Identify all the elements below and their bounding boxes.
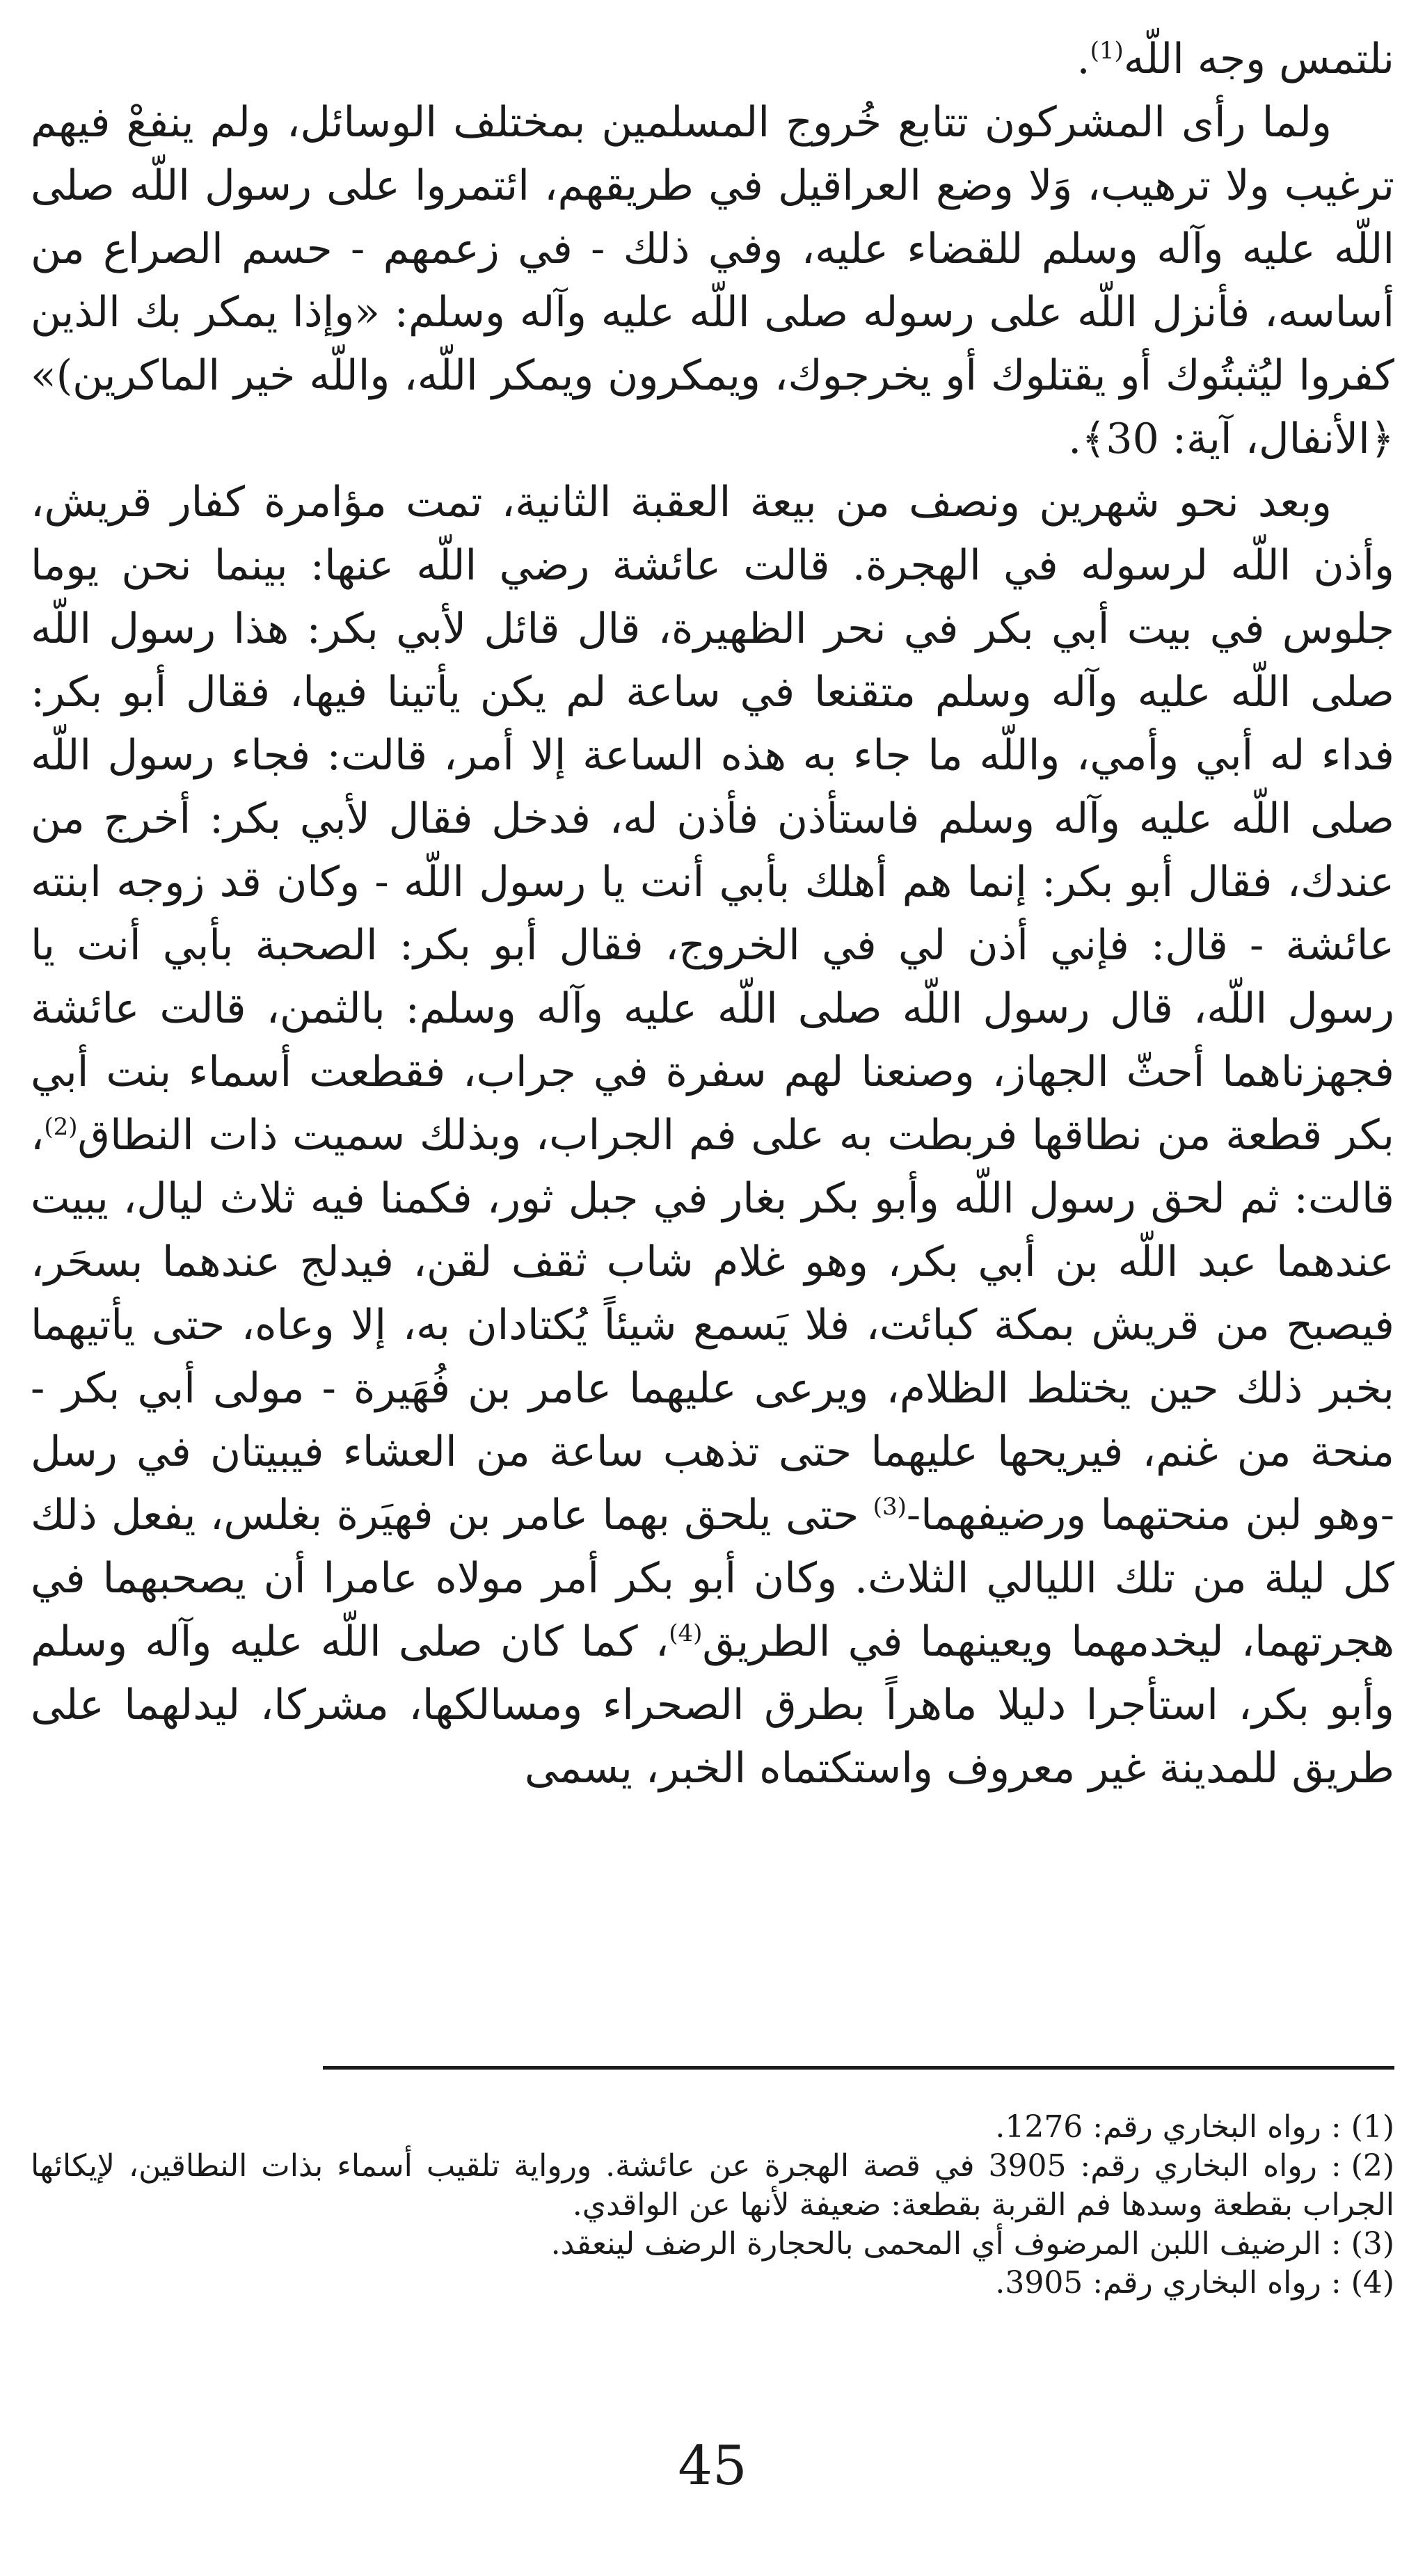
footnote-number: (3) xyxy=(1351,2226,1394,2262)
footnote-ref-3[interactable]: (3) xyxy=(873,1493,907,1521)
footnote-number: (2) xyxy=(1351,2148,1394,2184)
footnote-separator xyxy=(323,2066,1394,2070)
footnote-text: : رواه البخاري رقم: 3905 في قصة الهجرة عن عائشة. ورواية تلقيب أسماء بذات النطاقين، لإيكائها الجراب بقطعة وسدها فم القربة بقطعة: ضعيفة لأنها عن الواقدي. xyxy=(31,2148,1394,2223)
paragraph-3-part-d: ، كما كان صلى اللّه عليه وآله وسلم وأبو بكر، استأجرا دليلا ماهراً بطرق الصحراء ومسالكها، مشركا، ليدلهما على طريق للمدينة غير معروف واستكتماه الخبر، يسمى xyxy=(31,1617,1394,1793)
footnote-text: : الرضيف اللبن المرضوف أي المحمى بالحجارة الرضف لينعقد. xyxy=(550,2226,1342,2262)
footnote-3 xyxy=(31,2225,1394,2264)
paragraph-3-part-a: وبعد نحو شهرين ونصف من بيعة العقبة الثانية، تمت مؤامرة كفار قريش، وأذن اللّه لرسوله في الهجرة. قالت عائشة رضي اللّه عنها: بينما نحن يوما جلوس في بيت أبي بكر في نحر الظهيرة، قال قائل لأبي بكر: هذا رسول اللّه صلى اللّه عليه وآله وسلم متقنعا في ساعة لم يكن يأتينا فيها، فقال أبو بكر: فداء له أبي وأمي، واللّه ما جاء به هذه الساعة إلا أمر، قالت: فجاء رسول اللّه صلى اللّه عليه وآله وسلم فاستأذن فأذن له، فدخل فقال لأبي بكر: أخرج من عندك، فقال أبو بكر: إنما هم أهلك بأبي أنت يا رسول اللّه - وكان قد زوجه ابنته عائشة - قال: فإني أذن لي في الخروج، فقال أبو بكر: الصحبة بأبي أنت يا رسول اللّه، قال رسول اللّه صلى اللّه عليه وآله وسلم: بالثمن، قالت عائشة فجهزناهما أحثّ الجهاز، وصنعنا لهم سفرة في جراب، فقطعت أسماء بنت أبي بكر قطعة من نطاقها فربطت به على فم الجراب، وبذلك سميت ذات النطاق xyxy=(31,478,1395,1160)
footnote-ref-1[interactable]: (1) xyxy=(1090,37,1124,65)
footnote-number: (4) xyxy=(1351,2265,1394,2301)
footnote-text: : رواه البخاري رقم: 3905. xyxy=(995,2265,1342,2301)
document-page xyxy=(31,28,1394,2560)
page-number: 45 xyxy=(678,2435,747,2497)
paragraph-3-part-c: حتى يلحق بهما عامر بن فهيَرة بغلس، يفعل ذلك كل ليلة من تلك الليالي الثلاث. وكان أبو بكر أمر مولاه عامرا أن يصحبهما في هجرتهما، ليخدمهما ويعينهما في الطريق xyxy=(31,1491,1394,1666)
paragraph-1-end: . xyxy=(1076,35,1090,83)
footnote-4 xyxy=(31,2264,1394,2303)
footnote-text: : رواه البخاري رقم: 1276. xyxy=(995,2109,1342,2145)
footnotes xyxy=(31,2108,1394,2303)
footnote-2 xyxy=(31,2147,1394,2225)
footnote-ref-2[interactable]: (2) xyxy=(44,1113,78,1141)
paragraph-1-text: نلتمس وجه اللّه xyxy=(1123,35,1394,83)
main-text xyxy=(31,28,1394,1800)
paragraph-3-part-b: ، قالت: ثم لحق رسول اللّه وأبو بكر بغار في جبل ثور، فكمنا فيه ثلاث ليال، يبيت عندهما عبد اللّه بن أبي بكر، وهو غلام شاب ثقف لقن، فيدلج عندهما بسحَر، فيصبح من قريش بمكة كبائت، فلا يَسمع شيئاً يُكتادان به، إلا وعاه، حتى يأتيهما بخبر ذلك حين يختلط الظلام، ويرعى عليهما عامر بن فُهَيرة - مولى أبي بكر - منحة من غنم، فيريحها عليهما حتى تذهب ساعة من العشاء فيبيتان في رسل -وهو لبن منحتهما ورضيفهما- xyxy=(31,1111,1394,1539)
footnote-number: (1) xyxy=(1351,2109,1394,2145)
footnote-1 xyxy=(31,2108,1394,2147)
paragraph-1 xyxy=(31,28,1394,91)
paragraph-3 xyxy=(31,471,1394,1800)
paragraph-2: ولما رأى المشركون تتابع خُروج المسلمين بمختلف الوسائل، ولم ينفعْ فيهم ترغيب ولا ترهيب، وَلا وضع العراقيل في طريقهم، ائتمروا على رسول اللّه صلى اللّه عليه وآله وسلم للقضاء عليه، وفي ذلك - في زعمهم - حسم الصراع من أساسه، فأنزل اللّه على رسوله صلى اللّه عليه وآله وسلم: «وإذا يمكر بك الذين كفروا ليُثبتُوك أو يقتلوك أو يخرجوك، ويمكرون ويمكر اللّه، واللّه خير الماكرين)» ﴿الأنفال، آية: 30﴾. xyxy=(31,98,1394,463)
footnote-ref-4[interactable]: (4) xyxy=(669,1619,703,1647)
